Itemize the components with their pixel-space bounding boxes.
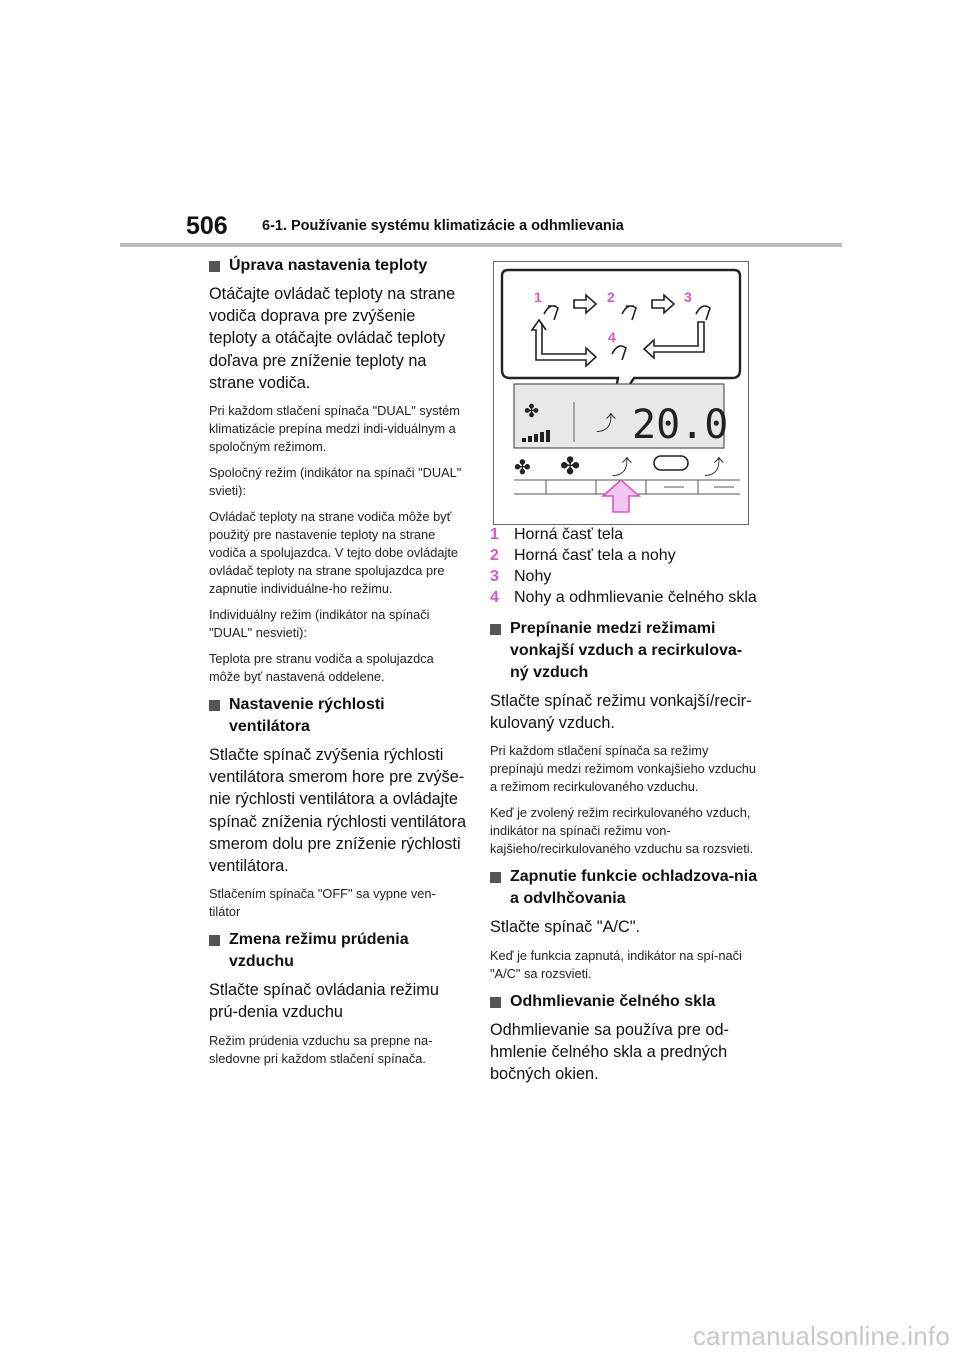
note: Ovládač teploty na strane vodiča môže byť použitý pre nastavenie teploty na strane vodiča a spolujazdca. V tejto dobe ovládajte ovládač teploty na strane spolujazdca pre zapnutie individuálne-ho režimu.	[209, 509, 458, 597]
section-heading-defog: Odhmlievanie čelného skla	[490, 991, 760, 1013]
fan-down-icon: ✤	[514, 457, 531, 479]
callout-number-4: 4	[608, 329, 616, 345]
callout-number-2: 2	[607, 289, 615, 305]
section-heading-airflow-mode: Zmena režimu prúdenia vzduchu	[209, 929, 467, 973]
watermark: carmanualsonline.info	[692, 1321, 950, 1351]
section-heading-temperature: Úprava nastavenia teploty	[209, 255, 467, 277]
page-number: 506	[186, 212, 228, 240]
callout-number-1: 1	[534, 289, 542, 305]
pointer-arrow-icon	[603, 480, 639, 512]
legend-item: 4 Nohy a odhmlievanie čelného skla	[490, 589, 757, 606]
header-rule	[120, 243, 842, 247]
paragraph: Odhmlievanie sa používa pre od-hmlenie čelného skla a predných bočných okien.	[490, 1020, 729, 1084]
bullet-square-icon	[490, 872, 501, 883]
note: Režim prúdenia vzduchu sa prepne na-sledovne pri každom stlačení spínača.	[209, 1032, 433, 1066]
legend-item: 2 Horná časť tela a nohy	[490, 547, 676, 564]
section-heading-fan-speed: Nastavenie rýchlosti ventilátora	[209, 694, 467, 738]
airflow-display-icon: ⤴	[596, 413, 616, 435]
note: Keď je funkcia zapnutá, indikátor na spí-nači "A/C" sa rozsvieti.	[490, 947, 742, 981]
bullet-square-icon	[490, 624, 501, 635]
paragraph: Stlačte spínač "A/C".	[490, 918, 641, 937]
legend-item: 1 Horná časť tela	[490, 526, 624, 543]
fan-up-icon: ✤	[560, 453, 581, 480]
right-column	[490, 524, 760, 1093]
paragraph: Otáčajte ovládač teploty na strane vodiča doprava pre zvýšenie teploty a otáčajte ovládač teploty doľava pre zníženie teploty na strane vodiča.	[209, 285, 456, 392]
paragraph: Stlačte spínač zvýšenia rýchlosti ventilátora smerom hore pre zvýše-nie rýchlosti ventilátora a ovládajte spínač zníženia rýchlosti ventilátora smerom dolu pre zníženie rýchlosti ventilátora.	[209, 746, 467, 876]
note: Keď je zvolený režim recirkulovaného vzduch, indikátor na spínači režimu von-kajšieho/recirkulovaného vzduchu sa rozsvieti.	[490, 805, 754, 857]
bullet-square-icon	[209, 935, 220, 946]
left-column	[209, 255, 467, 1076]
section-heading-recirculation: Prepínanie medzi režimami vonkajší vzduch a recirkulova-ný vzduch	[490, 618, 760, 684]
paragraph: Stlačte spínač režimu vonkajší/recir-kulovaný vzduch.	[490, 692, 752, 733]
fan-small-icon: ✤	[524, 401, 540, 422]
note: Individuálny režim (indikátor na spínači "DUAL" nesvieti):	[209, 607, 430, 641]
callout-number-3: 3	[684, 289, 692, 305]
chapter-title: 6-1. Používanie systému klimatizácie a odhmlievania	[262, 218, 624, 234]
figure-legend	[490, 524, 760, 608]
note: Teplota pre stranu vodiča a spolujazdca môže byť nastavená oddelene.	[209, 651, 434, 685]
bullet-square-icon	[209, 261, 220, 272]
paragraph: Stlačte spínač ovládania režimu prú-denia vzduchu	[209, 981, 439, 1022]
note: Pri každom stlačení spínača sa režimy prepínajú medzi režimom vonkajšieho vzduchu a režimom recirkulovaného vzduchu.	[490, 743, 757, 795]
mode-button-icon: ⤴	[612, 457, 632, 479]
legend-item: 3 Nohy	[490, 568, 552, 585]
note: Spoločný režim (indikátor na spínači "DUAL" svieti):	[209, 465, 462, 499]
note: Stlačením spínača "OFF" sa vypne ven-tilátor	[209, 886, 436, 920]
section-heading-ac: Zapnutie funkcie ochladzova-nia a odvlhčovania	[490, 866, 760, 910]
airflow-mode-figure	[493, 261, 749, 525]
rear-airflow-icon: ⤴	[704, 457, 724, 479]
note: Pri každom stlačení spínača "DUAL" systém klimatizácie prepína medzi indi-viduálnym a spoločným režimom.	[209, 403, 460, 455]
recirculation-icon	[654, 456, 688, 470]
temperature-readout: 20.0	[632, 402, 729, 448]
bullet-square-icon	[490, 997, 501, 1008]
bullet-square-icon	[209, 700, 220, 711]
airflow-diagram	[494, 262, 748, 524]
